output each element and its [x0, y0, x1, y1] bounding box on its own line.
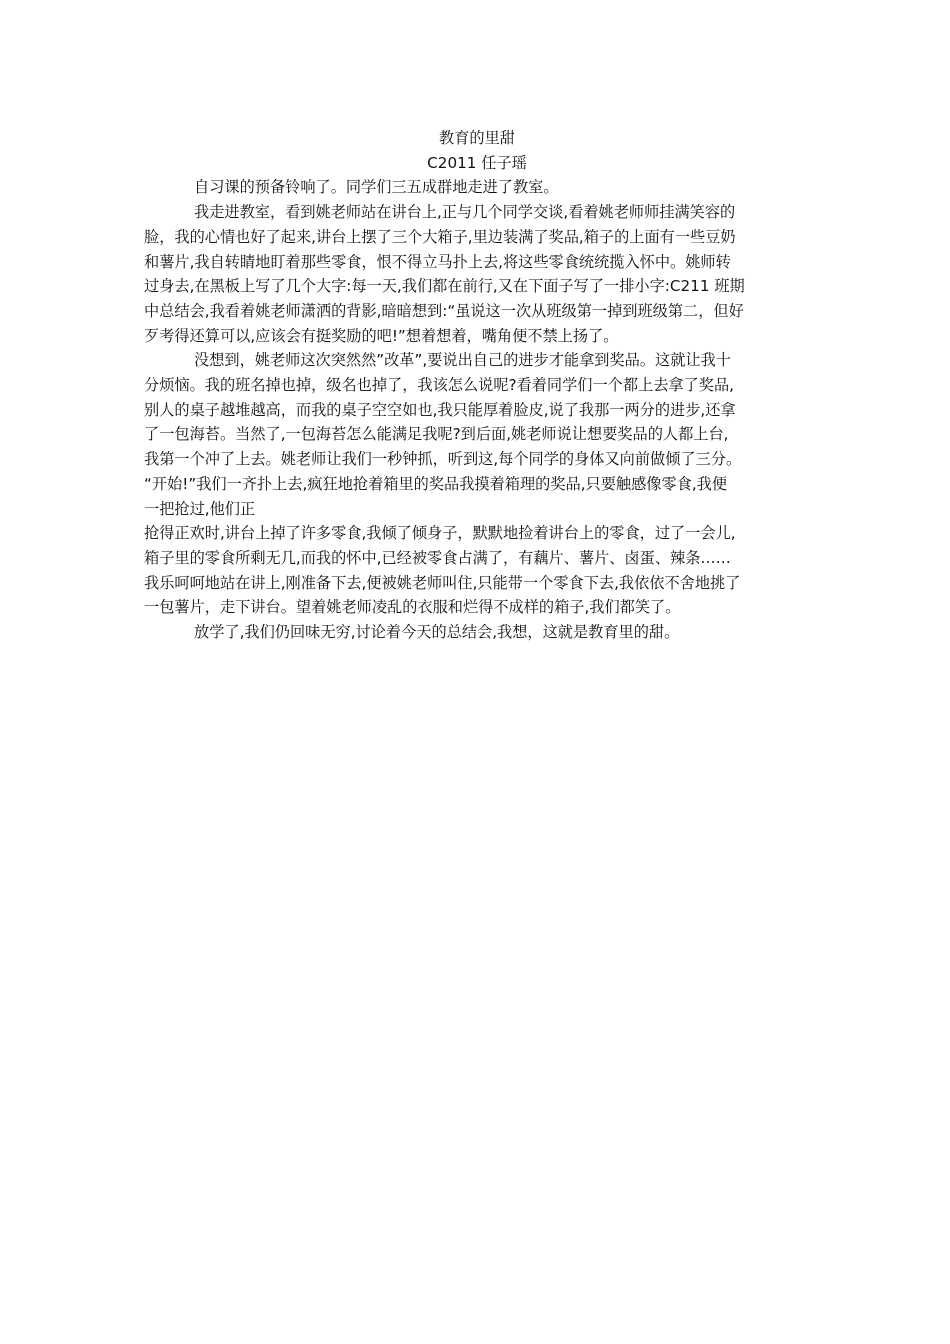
text-line: 脸，我的心情也好了起来,讲台上摆了三个大箱子,里边装满了奖品,箱子的上面有一些豆奶: [144, 227, 736, 246]
text-line: 一包薯片，走下讲台。望着姚老师凌乱的衣服和烂得不成样的箱子,我们都笑了。: [144, 598, 681, 617]
document-content: [144, 126, 810, 645]
text-line: “开始!”我们一齐扑上去,疯狂地抢着箱里的奖品我摸着箱理的奖品,只要触感像零食,我便: [144, 474, 728, 493]
text-line: 箱子里的零食所剩无几,而我的怀中,已经被零食占满了，有藕片、薯片、卤蛋、辣条……: [144, 548, 731, 567]
document-title: 教育的里甜: [439, 129, 515, 147]
text-line: 和薯片,我自转睛地盯着那些零食，恨不得立马扑上去,将这些零食统统揽入怀中。姚师转: [144, 252, 731, 271]
text-line: 我第一个冲了上去。姚老师让我们一秒钟抓，听到这,每个同学的身体又向前做倾了三分。: [144, 450, 742, 469]
text-line: 分烦恼。我的班名掉也掉，级名也掉了，我该怎么说呢?看着同学们一个都上去拿了奖品,: [144, 376, 735, 395]
document-author: C2011 任子瑶: [427, 153, 527, 172]
text-line: 没想到，姚老师这次突然然”改革”,要说出自己的进步才能拿到奖品。这就让我十: [194, 351, 731, 370]
text-line: 过身去,在黑板上写了几个大字:每一天,我们都在前行,又在下面子写了一排小字:C211 班期: [144, 277, 745, 296]
text-line: 我乐呵呵地站在讲上,刚准备下去,便被姚老师叫住,只能带一个零食下去,我依依不舍地挑了: [144, 573, 741, 592]
text-line: 一把抢过,他们正: [144, 499, 256, 518]
text-line: 放学了,我们仍回味无穷,讨论着今天的总结会,我想，这就是教育里的甜。: [194, 623, 680, 642]
text-line: 别人的桌子越堆越高，而我的桌子空空如也,我只能厚着脸皮,说了我那一两分的进步,还拿: [144, 400, 736, 419]
text-line: 抢得正欢时,讲台上掉了许多零食,我倾了倾身子，默默地捡着讲台上的零食，过了一会儿,: [144, 524, 736, 543]
text-line: 自习课的预备铃响了。同学们三五成群地走进了教室。: [194, 178, 559, 197]
text-line: 歹考得还算可以,应该会有挺奖励的吧!”想着想着，嘴角便不禁上扬了。: [144, 326, 619, 345]
text-line: 中总结会,我看着姚老师潇洒的背影,暗暗想到:“虽说这一次从班级第一掉到班级第二，但好: [144, 301, 744, 320]
text-line: 我走进教室，看到姚老师站在讲台上,正与几个同学交谈,看着姚老师师挂满笑容的: [194, 203, 736, 222]
text-line: 了一包海苔。当然了,一包海苔怎么能满足我呢?到后面,姚老师说让想要奖品的人都上台,: [144, 425, 729, 444]
